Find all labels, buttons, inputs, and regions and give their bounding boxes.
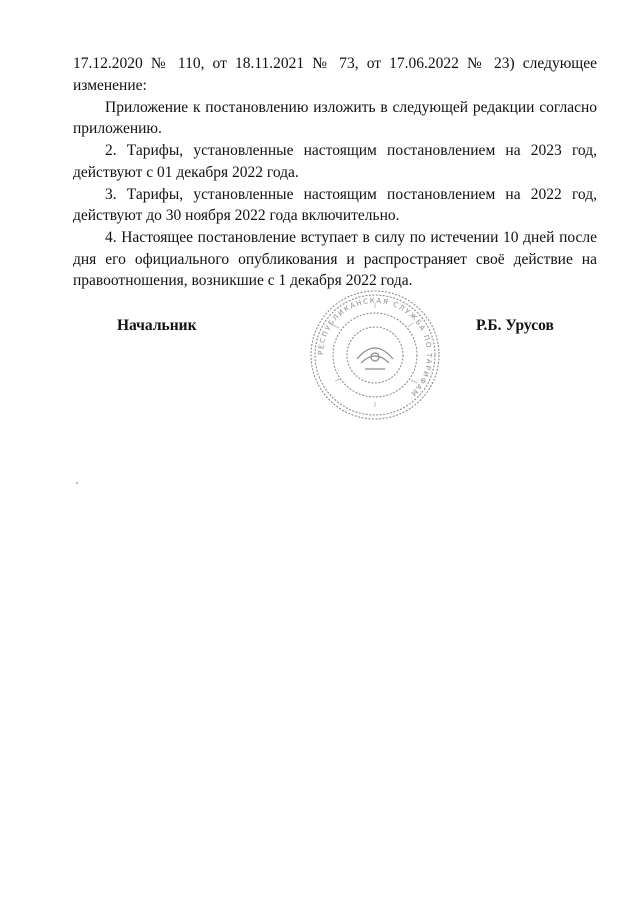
emblem-icon <box>357 348 393 369</box>
official-seal <box>305 285 445 425</box>
signature-block <box>0 296 640 430</box>
paragraph-appendix: Приложение к постановлению изложить в следующей редакции согласно приложению. <box>73 98 597 137</box>
seal-ring-text: РЕСПУБЛИКАНСКАЯ СЛУЖБА ПО ТАРИФАМ <box>316 296 434 399</box>
signatory-name: Р.Б. Урусов <box>476 317 554 334</box>
paragraph-item-2: 2. Тарифы, установленные настоящим постановлением на 2023 год, действуют с 01 декабря 2022 года. <box>73 142 597 181</box>
scan-speck <box>76 482 78 484</box>
signatory-title: Начальник <box>117 317 197 334</box>
document-body <box>73 53 597 292</box>
paragraph-amendment-refs: 17.12.2020 № 110, от 18.11.2021 № 73, от 17.06.2022 № 23) следующее изменение: <box>73 55 597 94</box>
paragraph-item-4: 4. Настоящее постановление вступает в силу по истечении 10 дней после дня его официального опубликования и распространяет своё действие на правоотношения, возникшие с 1 декабря 2022 года. <box>73 229 597 289</box>
paragraph-item-3: 3. Тарифы, установленные настоящим постановлением на 2022 год, действуют до 30 ноября 2022 года включительно. <box>73 185 597 224</box>
